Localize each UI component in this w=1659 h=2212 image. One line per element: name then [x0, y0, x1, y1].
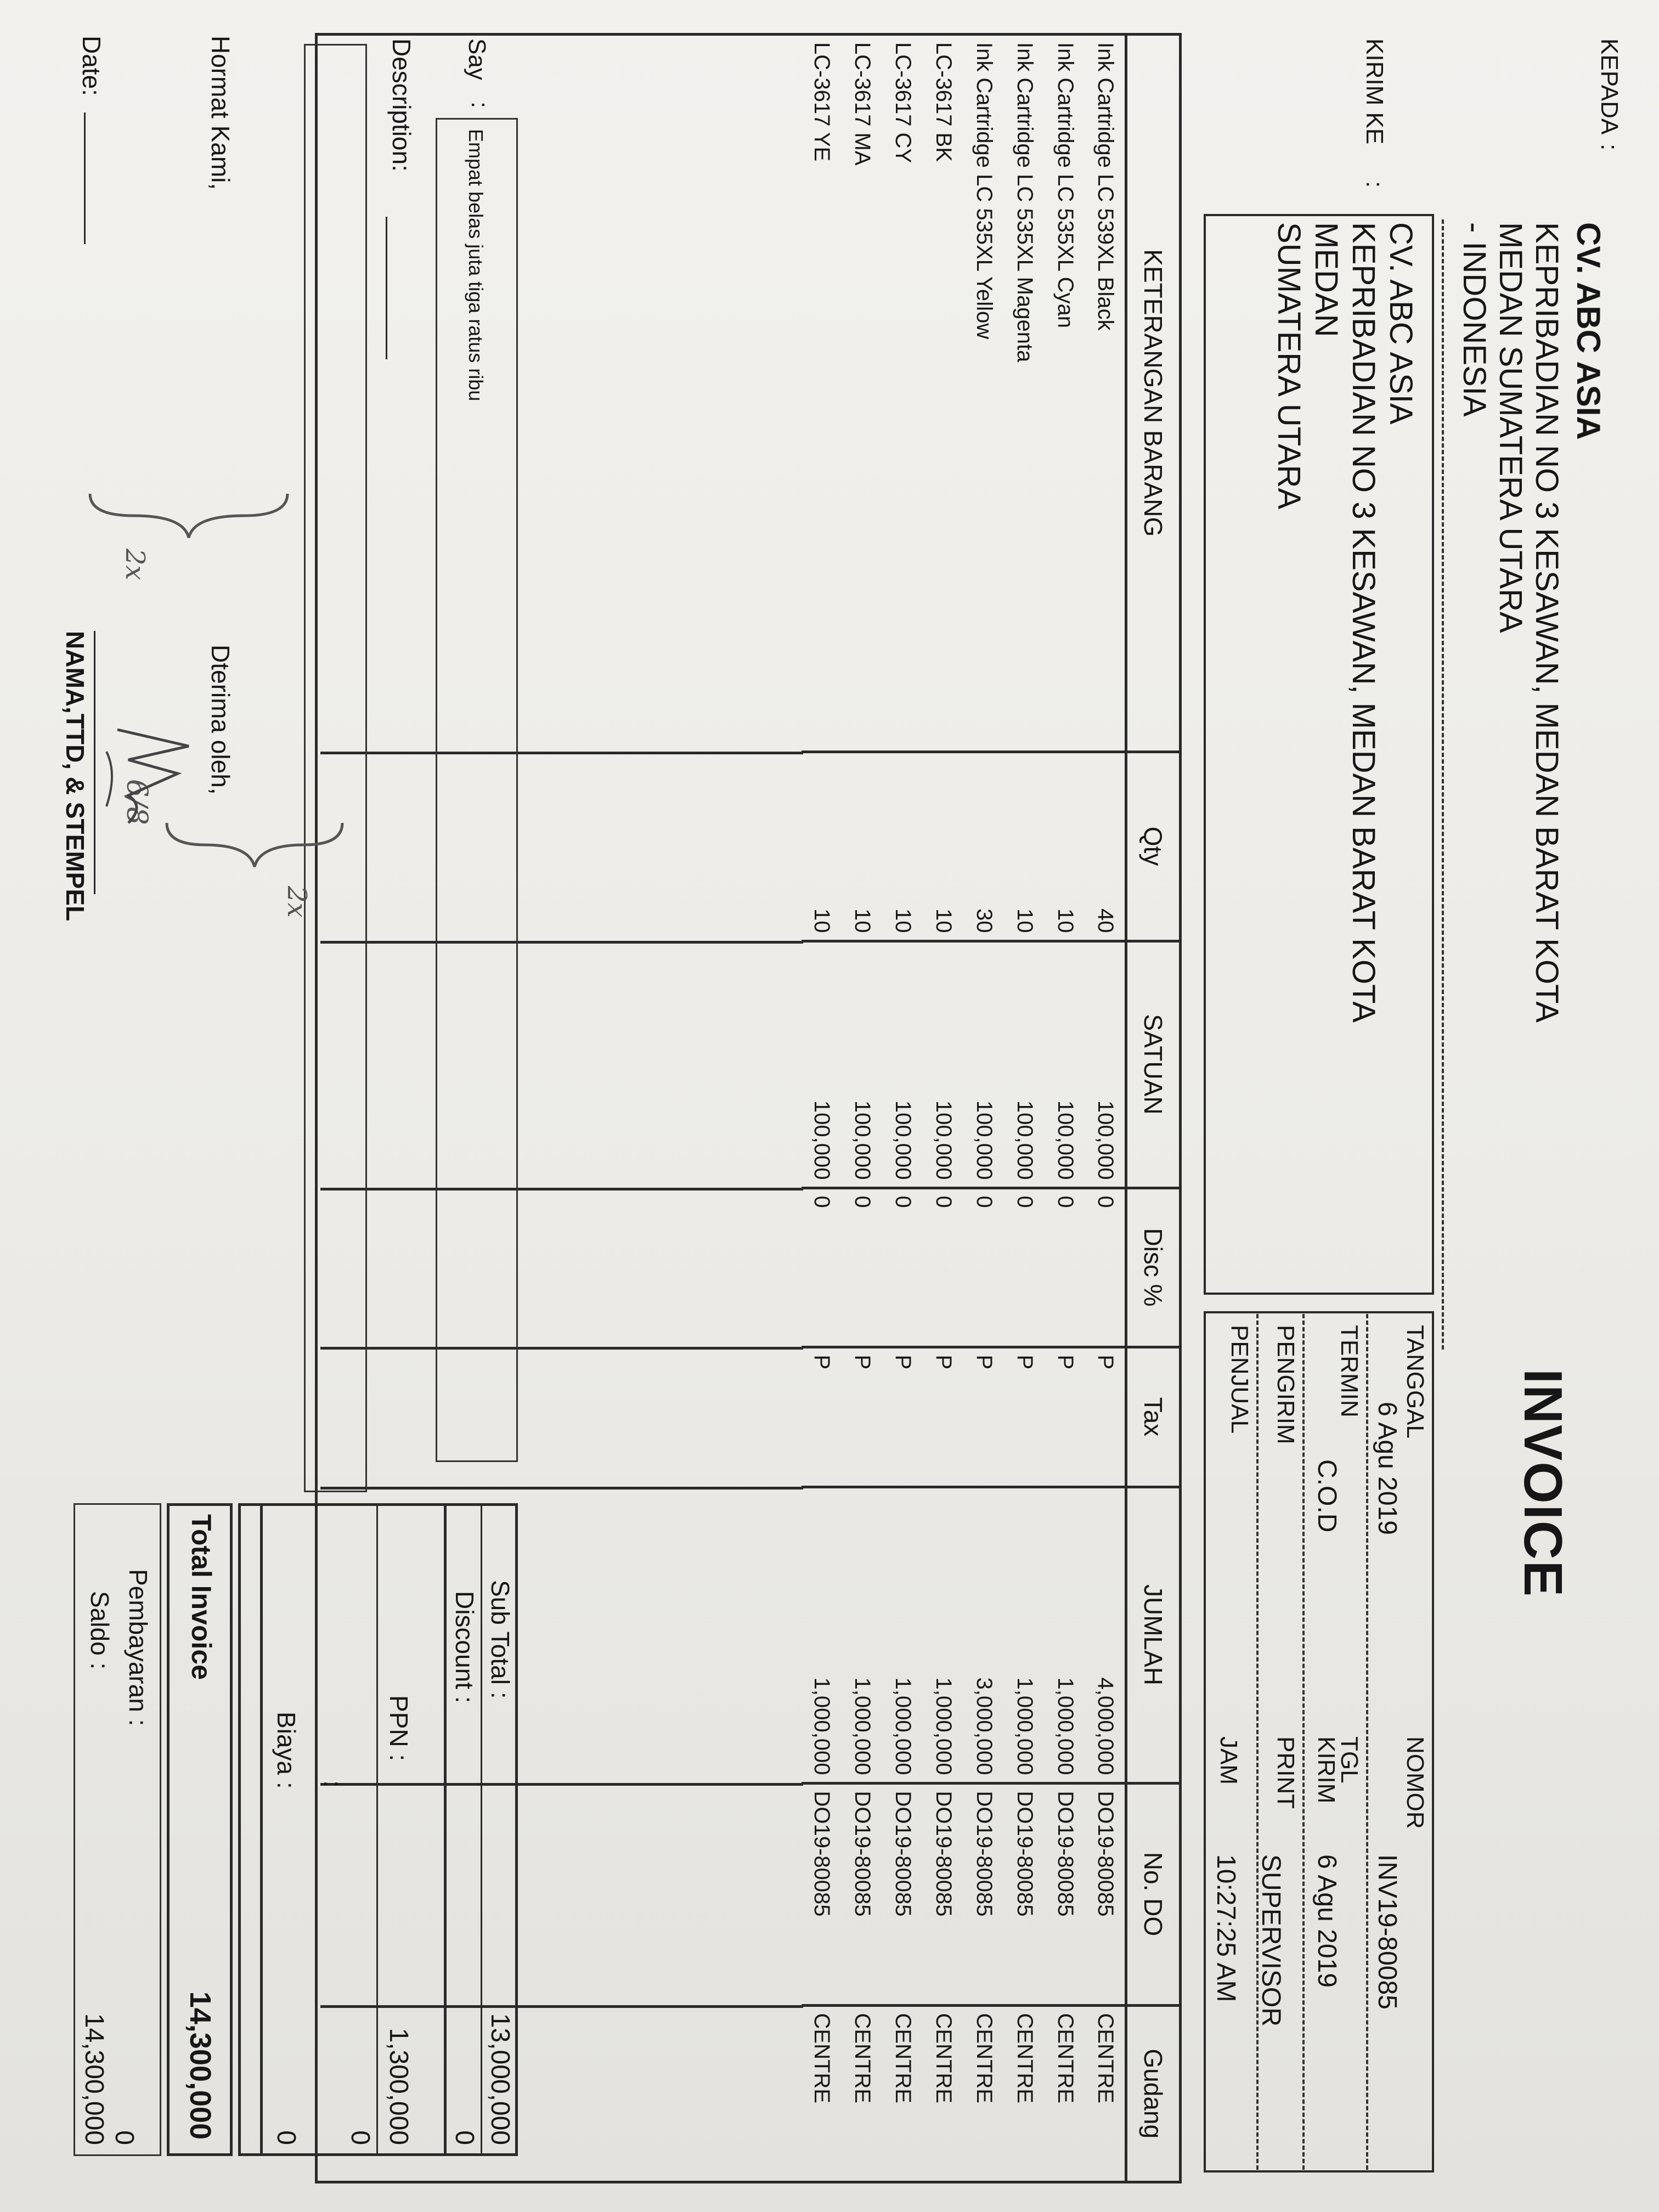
- total-invoice-label: Total Invoice: [186, 1514, 217, 1680]
- table-row: [883, 36, 923, 2181]
- item-do: DO19-80085: [883, 1783, 923, 2005]
- item-gudang: CENTRE: [1045, 2005, 1086, 2181]
- item-desc: LC-3617 CY: [891, 42, 916, 163]
- item-qty: 30: [964, 752, 1005, 941]
- total-invoice-value: 14,300,000: [184, 1991, 217, 2140]
- item-jumlah: 4,000,000: [1086, 1487, 1126, 1783]
- say-label: Say: [464, 38, 490, 80]
- col-no-do: No. DO: [1126, 1783, 1179, 2005]
- pembayaran-label: Pembayaran :: [124, 1569, 153, 1726]
- handwritten-date: 6/8: [120, 779, 153, 825]
- item-desc: LC-3617 YE: [810, 42, 834, 162]
- to-label: KEPADA: [1596, 38, 1623, 135]
- bracket-icon: [79, 483, 298, 560]
- col-rule: [320, 941, 803, 944]
- saldo-value: 14,300,000: [80, 2013, 109, 2145]
- ship-label: KIRIM KE: [1361, 38, 1388, 145]
- address-divider: [1442, 219, 1444, 1350]
- item-disc: 0: [802, 1188, 842, 1347]
- hormat-kami: Hormat Kami,: [206, 36, 235, 190]
- ppn-value: 1,300,000: [384, 2028, 413, 2145]
- item-qty: 10: [842, 752, 883, 941]
- item-desc: Ink Cartridge LC 535XL Yellow: [972, 42, 997, 340]
- col-jumlah: JUMLAH: [1126, 1487, 1179, 1783]
- item-qty: 40: [1086, 752, 1126, 941]
- meta-divider-2: [1302, 1314, 1305, 2170]
- item-qty: 10: [802, 752, 842, 941]
- diterima-oleh: Dterima oleh,: [206, 645, 235, 795]
- pembayaran-value: 0: [110, 2130, 139, 2145]
- item-tax: P: [802, 1347, 842, 1487]
- tgl-label: TGL: [1336, 1736, 1363, 1784]
- table-row: [964, 36, 1005, 2181]
- meta-divider-1: [1366, 1314, 1368, 2170]
- item-do: DO19-80085: [842, 1783, 883, 2005]
- kirim-label: KIRIM: [1313, 1736, 1340, 1804]
- item-desc: Ink Cartridge LC 535XL Cyan: [1053, 42, 1078, 329]
- item-satuan: 100,000: [842, 941, 883, 1188]
- ship-address-line-3: SUMATERA UTARA: [1271, 222, 1307, 510]
- totals-rule: [376, 1506, 378, 2153]
- item-satuan: 100,000: [802, 941, 842, 1188]
- date-label: Date:: [77, 36, 106, 96]
- item-do: DO19-80085: [923, 1783, 964, 2005]
- item-jumlah: 1,000,000: [802, 1487, 842, 1783]
- to-name: CV. ABC ASIA: [1570, 222, 1607, 440]
- item-jumlah: 1,000,000: [1005, 1487, 1045, 1783]
- description-underline: [386, 217, 387, 359]
- nomor-value: INV19-80085: [1373, 1854, 1402, 2010]
- blank-row-colon: :: [319, 1780, 347, 1787]
- termin-label: TERMIN: [1336, 1325, 1363, 1418]
- ship-address-line-1: KEPRIBADIAN NO 3 KESAWAN, MEDAN BARAT KOTA: [1346, 222, 1381, 1023]
- saldo-label: Saldo :: [86, 1591, 114, 1670]
- items-table: [802, 36, 1179, 2181]
- item-tax: P: [883, 1347, 923, 1487]
- handwritten-mark: 2x: [281, 886, 312, 918]
- item-tax: P: [964, 1347, 1005, 1487]
- discount-value: 0: [450, 2130, 479, 2145]
- item-desc: LC-3617 BK: [932, 42, 956, 162]
- col-tax: Tax: [1126, 1347, 1179, 1487]
- col-qty: Qty: [1126, 752, 1179, 941]
- tgl-kirim-value: 6 Agu 2019: [1312, 1854, 1341, 1988]
- subtotal-value: 13,000,000: [486, 2013, 515, 2145]
- nama-ttd-stempel: NAMA,TTD, & STEMPEL: [61, 631, 89, 921]
- item-satuan: 100,000: [1086, 941, 1126, 1188]
- item-tax: P: [1045, 1347, 1086, 1487]
- item-qty: 10: [923, 752, 964, 941]
- item-disc: 0: [964, 1188, 1005, 1347]
- signature-icon: [90, 713, 211, 845]
- table-row: [923, 36, 964, 2181]
- item-gudang: CENTRE: [923, 2005, 964, 2181]
- item-gudang: CENTRE: [1005, 2005, 1045, 2181]
- biaya-value: 0: [272, 2130, 301, 2145]
- penjual-label: PENJUAL: [1226, 1325, 1253, 1434]
- col-rule: [320, 1347, 803, 1350]
- item-gudang: CENTRE: [842, 2005, 883, 2181]
- tanggal-label: TANGGAL: [1402, 1325, 1429, 1439]
- subtotal-label: Sub Total :: [486, 1580, 515, 1699]
- date-underline: [84, 112, 86, 244]
- table-row: [842, 36, 883, 2181]
- item-disc: 0: [842, 1188, 883, 1347]
- col-gudang: Gudang: [1126, 2005, 1179, 2181]
- item-gudang: CENTRE: [1086, 2005, 1126, 2181]
- totals-rule: [444, 1506, 447, 2153]
- col-rule: [320, 1487, 803, 1489]
- item-qty: 10: [883, 752, 923, 941]
- item-disc: 0: [1045, 1188, 1086, 1347]
- to-address-line-3: - INDONESIA: [1457, 222, 1492, 417]
- item-desc: LC-3617 MA: [850, 42, 875, 166]
- table-row: [1045, 36, 1086, 2181]
- say-text: Empat belas juta tiga ratus ribu: [465, 129, 487, 402]
- pengirim-label: PENGIRIM: [1272, 1325, 1299, 1444]
- totals-rule: [481, 1506, 482, 2153]
- item-jumlah: 1,000,000: [842, 1487, 883, 1783]
- item-satuan: 100,000: [883, 941, 923, 1188]
- ship-colon: :: [1361, 181, 1388, 188]
- biaya-label: Biaya :: [272, 1712, 301, 1789]
- item-tax: P: [842, 1347, 883, 1487]
- item-satuan: 100,000: [923, 941, 964, 1188]
- item-tax: P: [1005, 1347, 1045, 1487]
- item-do: DO19-80085: [964, 1783, 1005, 2005]
- invoice-title: INVOICE: [1513, 1369, 1573, 1598]
- items-header-row: [1126, 36, 1179, 2181]
- item-disc: 0: [883, 1188, 923, 1347]
- nomor-label: NOMOR: [1402, 1736, 1429, 1829]
- col-satuan: SATUAN: [1126, 941, 1179, 1188]
- to-colon: :: [1596, 144, 1623, 151]
- item-jumlah: 3,000,000: [964, 1487, 1005, 1783]
- description-box: [304, 44, 367, 1492]
- item-jumlah: 1,000,000: [923, 1487, 964, 1783]
- say-colon: :: [466, 101, 493, 109]
- jam-value: 10:27:25 AM: [1211, 1854, 1240, 2002]
- item-tax: P: [1086, 1347, 1126, 1487]
- handwritten-mark: 2x: [120, 549, 150, 580]
- item-satuan: 100,000: [964, 941, 1005, 1188]
- item-disc: 0: [923, 1188, 964, 1347]
- table-row: [1086, 36, 1126, 2181]
- item-tax: P: [923, 1347, 964, 1487]
- to-address-line-2: MEDAN SUMATERA UTARA: [1493, 222, 1528, 633]
- col-rule: [320, 752, 803, 754]
- item-disc: 0: [1086, 1188, 1126, 1347]
- col-rule: [320, 1188, 803, 1190]
- item-qty: 10: [1005, 752, 1045, 941]
- item-do: DO19-80085: [1086, 1783, 1126, 2005]
- jam-label: JAM: [1215, 1736, 1242, 1785]
- termin-value: C.O.D: [1312, 1459, 1341, 1533]
- col-keterangan: KETERANGAN BARANG: [1126, 36, 1179, 752]
- item-gudang: CENTRE: [883, 2005, 923, 2181]
- print-label: PRINT: [1272, 1736, 1299, 1809]
- item-desc: Ink Cartridge LC 539XL Black: [1093, 42, 1118, 331]
- meta-divider-3: [1256, 1314, 1259, 2170]
- item-do: DO19-80085: [802, 1783, 842, 2005]
- item-qty: 10: [1045, 752, 1086, 941]
- totals-rule: [260, 1506, 263, 2153]
- item-satuan: 100,000: [1045, 941, 1086, 1188]
- item-disc: 0: [1005, 1188, 1045, 1347]
- discount-label: Discount :: [450, 1591, 479, 1703]
- item-desc: Ink Cartridge LC 535XL Magenta: [1013, 42, 1037, 363]
- item-gudang: CENTRE: [964, 2005, 1005, 2181]
- item-do: DO19-80085: [1045, 1783, 1086, 2005]
- item-jumlah: 1,000,000: [883, 1487, 923, 1783]
- table-row: [802, 36, 842, 2181]
- col-disc: Disc %: [1126, 1188, 1179, 1347]
- description-label: Description:: [387, 38, 416, 172]
- ship-name: CV. ABC ASIA: [1383, 222, 1419, 425]
- item-satuan: 100,000: [1005, 941, 1045, 1188]
- table-row: [1005, 36, 1045, 2181]
- item-gudang: CENTRE: [802, 2005, 842, 2181]
- ppn-label: PPN :: [385, 1695, 413, 1762]
- item-do: DO19-80085: [1005, 1783, 1045, 2005]
- to-address-line-1: KEPRIBADIAN NO 3 KESAWAN, MEDAN BARAT KOTA: [1529, 222, 1565, 1023]
- ship-address-line-2: MEDAN: [1308, 222, 1344, 337]
- print-value: SUPERVISOR: [1256, 1854, 1285, 2027]
- tanggal-value: 6 Agu 2019: [1373, 1402, 1402, 1535]
- ppn-extra-value: 0: [346, 2130, 375, 2145]
- item-jumlah: 1,000,000: [1045, 1487, 1086, 1783]
